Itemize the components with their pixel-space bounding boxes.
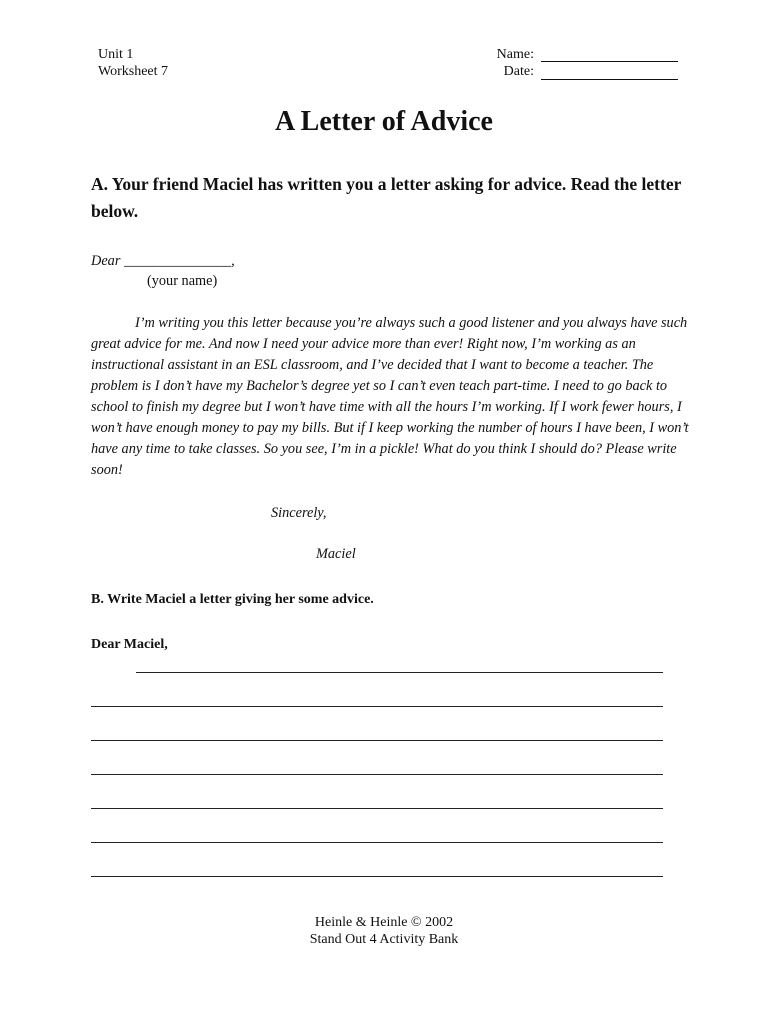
writing-line[interactable] bbox=[91, 876, 663, 877]
section-a-instruction: A. Your friend Maciel has written you a letter asking for advice. Read the letter below. bbox=[91, 174, 682, 221]
book-title-line: Stand Out 4 Activity Bank bbox=[309, 932, 459, 947]
writing-line[interactable] bbox=[136, 672, 663, 673]
date-label: Date: bbox=[503, 64, 534, 79]
writing-line[interactable] bbox=[91, 808, 663, 809]
worksheet-label: Worksheet 7 bbox=[98, 64, 169, 79]
name-label: Name: bbox=[496, 47, 534, 62]
your-name-hint: (your name) bbox=[147, 273, 218, 289]
name-field[interactable] bbox=[541, 61, 678, 62]
writing-line[interactable] bbox=[91, 842, 663, 843]
date-field[interactable] bbox=[541, 79, 678, 80]
writing-line[interactable] bbox=[91, 774, 663, 775]
letter-signature: Maciel bbox=[316, 546, 356, 562]
letter-closing: Sincerely, bbox=[271, 505, 327, 521]
letter-body: I’m writing you this letter because you’re always such a good listener and you always have such great advice for me. And now I need your advice more than ever! Right now, I’m working as an instructional assistant in an ESL classroom, and I’ve decided that I want to become a teacher. The problem is I don’t have my Bachelor’s degree yet so I can’t even teach part-time. I need to go back to school to finish my degree but I won’t have time with all the hours I’m working. If I work fewer hours, I won’t have enough money to pay my bills. But if I keep working the number of hours I have been, I won’t have any time to take classes. So you see, I’m in a pickle! What do you think I should do? Please write soon! bbox=[91, 315, 689, 478]
unit-label: Unit 1 bbox=[98, 47, 134, 62]
writing-line[interactable] bbox=[91, 740, 663, 741]
letter-salutation: Dear _______________, bbox=[91, 253, 235, 269]
page-title: A Letter of Advice bbox=[275, 106, 493, 137]
writing-line[interactable] bbox=[91, 706, 663, 707]
section-b-instruction: B. Write Maciel a letter giving her some advice. bbox=[91, 592, 374, 607]
reply-salutation: Dear Maciel, bbox=[91, 637, 168, 652]
copyright-line: Heinle & Heinle © 2002 bbox=[314, 915, 454, 930]
